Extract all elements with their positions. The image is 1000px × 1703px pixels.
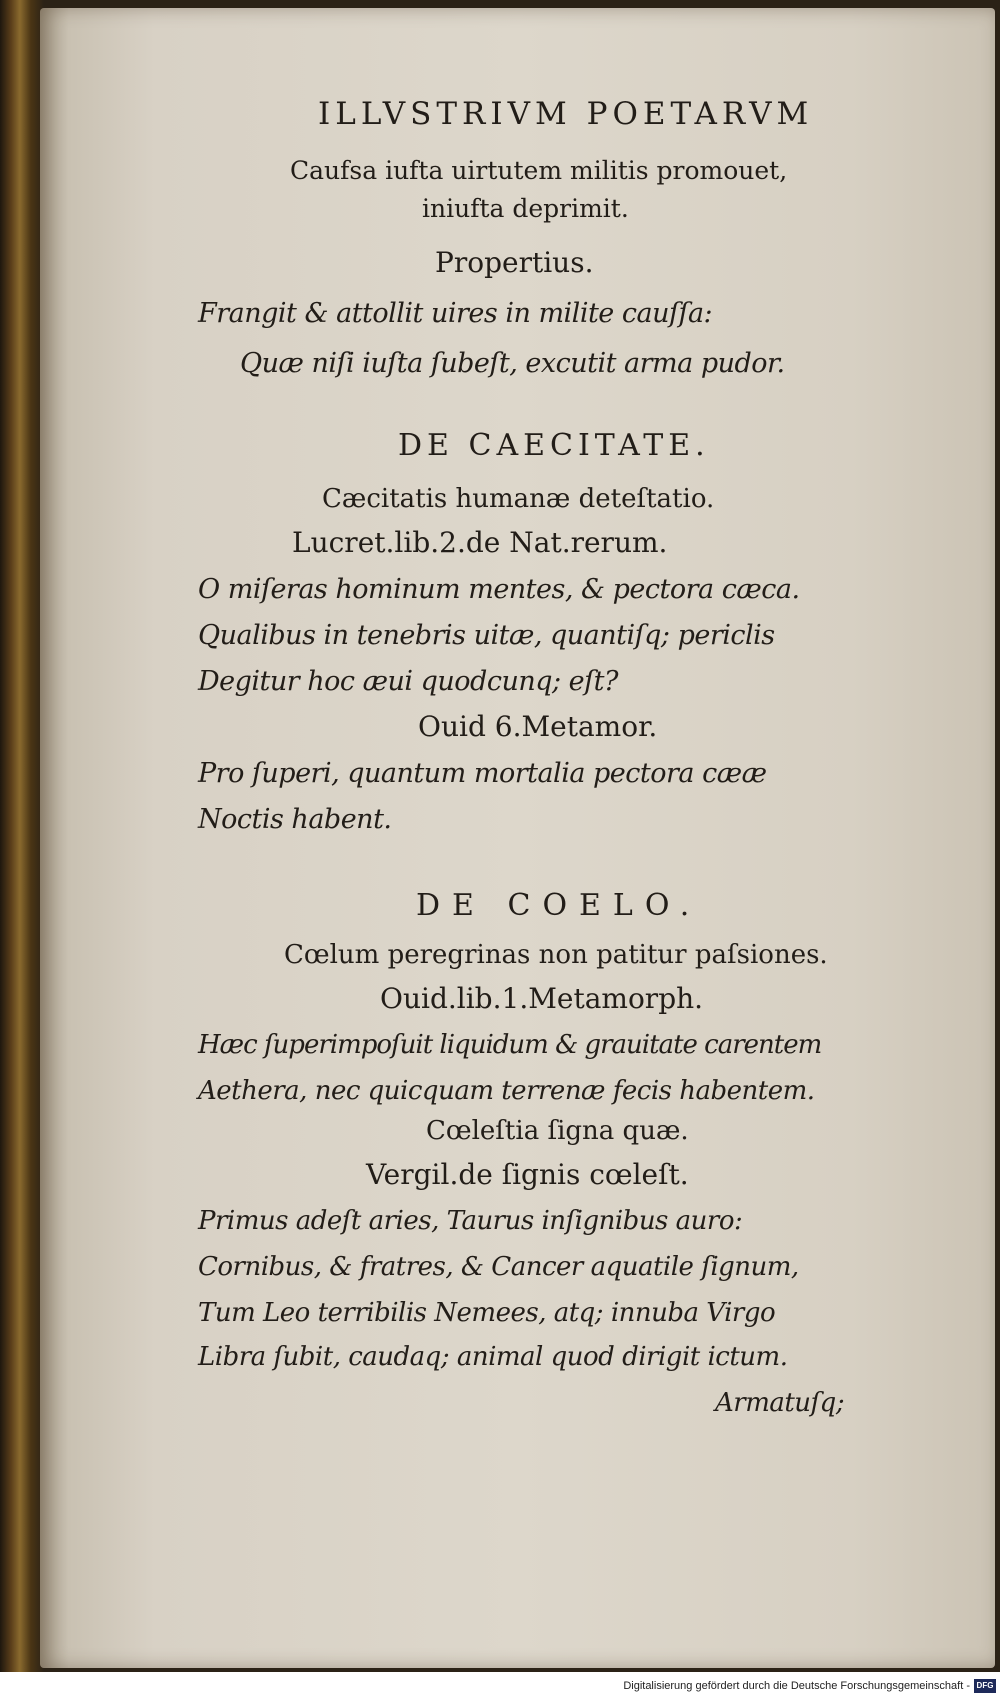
author-attribution: Vergil.de ſignis cœleſt. [366,1158,689,1191]
verse-line: O miſeras hominum mentes, & pectora cæca. [198,574,800,605]
verse-line: Noctis habent. [198,804,392,835]
book-page [40,8,995,1668]
book-binding [0,0,44,1672]
text-line: Cœleſtia ſigna quæ. [426,1116,689,1146]
verse-line: Pro ſuperi, quantum mortalia pectora cææ [198,758,767,789]
author-attribution: Propertius. [435,246,594,279]
running-head: ILLVSTRIVM POETARVM [318,96,814,132]
digitization-footer [0,1672,1000,1703]
text-line: Caufsa iufta uirtutem militis promouet, [290,156,788,185]
verse-line: Frangit & attollit uires in milite cauſſa: [198,298,713,329]
verse-line: Quæ niſi iuſta ſubeſt, excutit arma pudor. [240,348,785,379]
text-line: Cæcitatis humanæ deteſtatio. [322,484,715,514]
verse-line: Hæc ſuperimpoſuit liquidum & grauitate carentem [198,1030,822,1060]
catchword: Armatuſq; [715,1388,845,1418]
verse-line: Degitur hoc æui quodcunq; eſt? [198,666,618,697]
author-attribution: Lucret.lib.2.de Nat.rerum. [292,526,668,559]
section-heading: DE COELO. [416,888,702,923]
page-content [40,8,995,1668]
text-line: iniufta deprimit. [422,194,629,223]
section-heading: DE CAECITATE. [398,428,710,463]
text-line: Cœlum peregrinas non patitur paſsiones. [284,940,828,970]
verse-line: Qualibus in tenebris uitæ, quantiſq; periclis [198,620,775,651]
author-attribution: Ouid 6.Metamor. [418,710,658,743]
author-attribution: Ouid.lib.1.Metamorph. [380,982,704,1015]
footer-credit: Digitalisierung gefördert durch die Deutsche Forschungsgemeinschaft - [623,1680,970,1692]
verse-line: Cornibus, & fratres, & Cancer aquatile ſignum, [198,1252,799,1282]
verse-line: Tum Leo terribilis Nemees, atq; innuba Virgo [198,1298,776,1328]
verse-line: Aethera, nec quicquam terrenæ fecis habentem. [198,1076,815,1106]
verse-line: Primus adeſt aries, Taurus inſignibus auro: [198,1206,743,1236]
verse-line: Libra ſubit, caudaq; animal quod dirigit ictum. [198,1342,788,1372]
dfg-logo: DFG [974,1679,996,1693]
